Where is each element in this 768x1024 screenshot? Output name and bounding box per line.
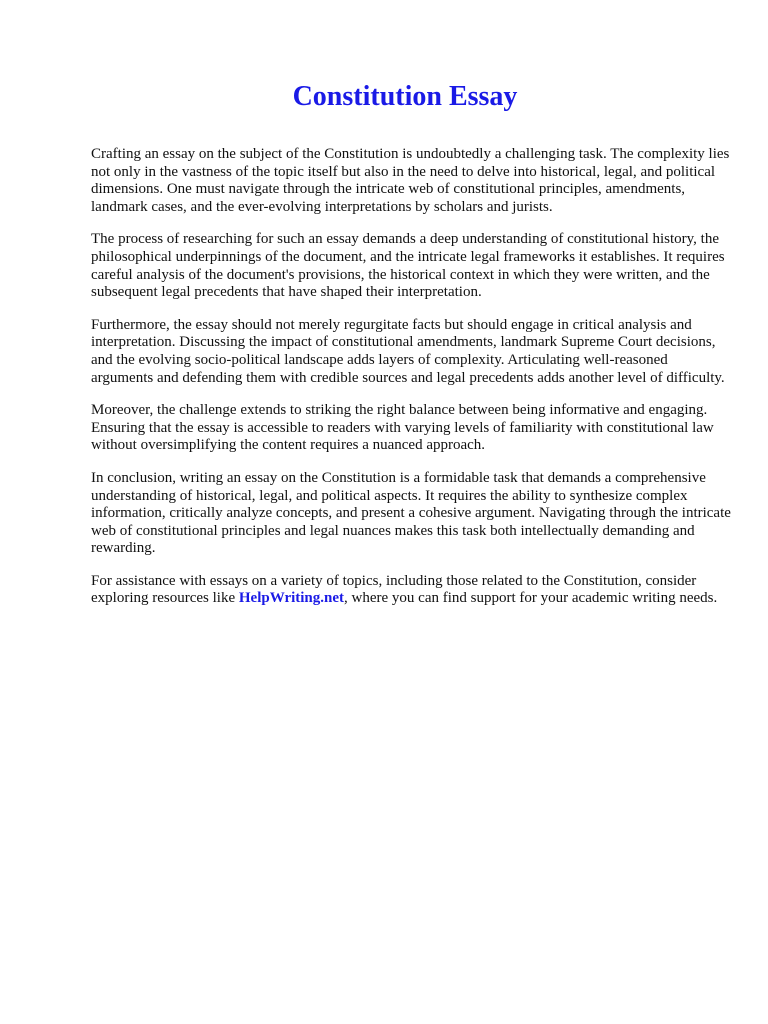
paragraph-3: Furthermore, the essay should not merely regurgitate facts but should engage in critical analysis and interpretation. Discussing the impact of constitutional amendments, landmark Supreme Court decisions, and the evolving socio-political landscape adds layers of complexity. Articulating well-reasoned arguments and defending them with credible sources and legal precedents adds another level of difficulty. [91, 316, 725, 386]
closing-text-after-link: , where you can find support for your academic writing needs. [344, 590, 718, 607]
paragraph-5: In conclusion, writing an essay on the Constitution is a formidable task that demands a comprehensive understanding of historical, legal, and political aspects. It requires the ability to synthesize complex information, critically analyze concepts, and present a cohesive argument. Navigating through the intricate web of constitutional principles and legal nuances makes this task both intellectually demanding and rewarding. [91, 469, 731, 557]
helpwriting-link[interactable]: HelpWriting.net [238, 590, 345, 607]
paragraph-2: The process of researching for such an essay demands a deep understanding of constitutional history, the philosophical underpinnings of the document, and the intricate legal frameworks it establishes. It requires careful analysis of the document's provisions, the historical context in which they were written, and the subsequent legal precedents that have shaped their interpretation. [91, 231, 725, 301]
paragraph-1: Crafting an essay on the subject of the Constitution is undoubtedly a challenging task. The complexity lies not only in the vastness of the topic itself but also in the need to delve into historical, legal, and political dimensions. One must navigate through the intricate web of constitutional principles, amendments, landmark cases, and the ever-evolving interpretations by scholars and jurists. [91, 146, 730, 215]
paragraph-4: Moreover, the challenge extends to striking the right balance between being informative and engaging. Ensuring that the essay is accessible to readers with varying levels of familiarity with constitutional law without oversimplifying the content requires a nuanced approach. [91, 402, 714, 454]
page-title: Constitution Essay [292, 81, 518, 112]
essay-body [91, 146, 731, 623]
closing-text-before-link: For assistance with essays on a variety of topics, including those related to the Constitution, consider exploring resources like [91, 572, 697, 607]
closing-paragraph [91, 573, 731, 608]
